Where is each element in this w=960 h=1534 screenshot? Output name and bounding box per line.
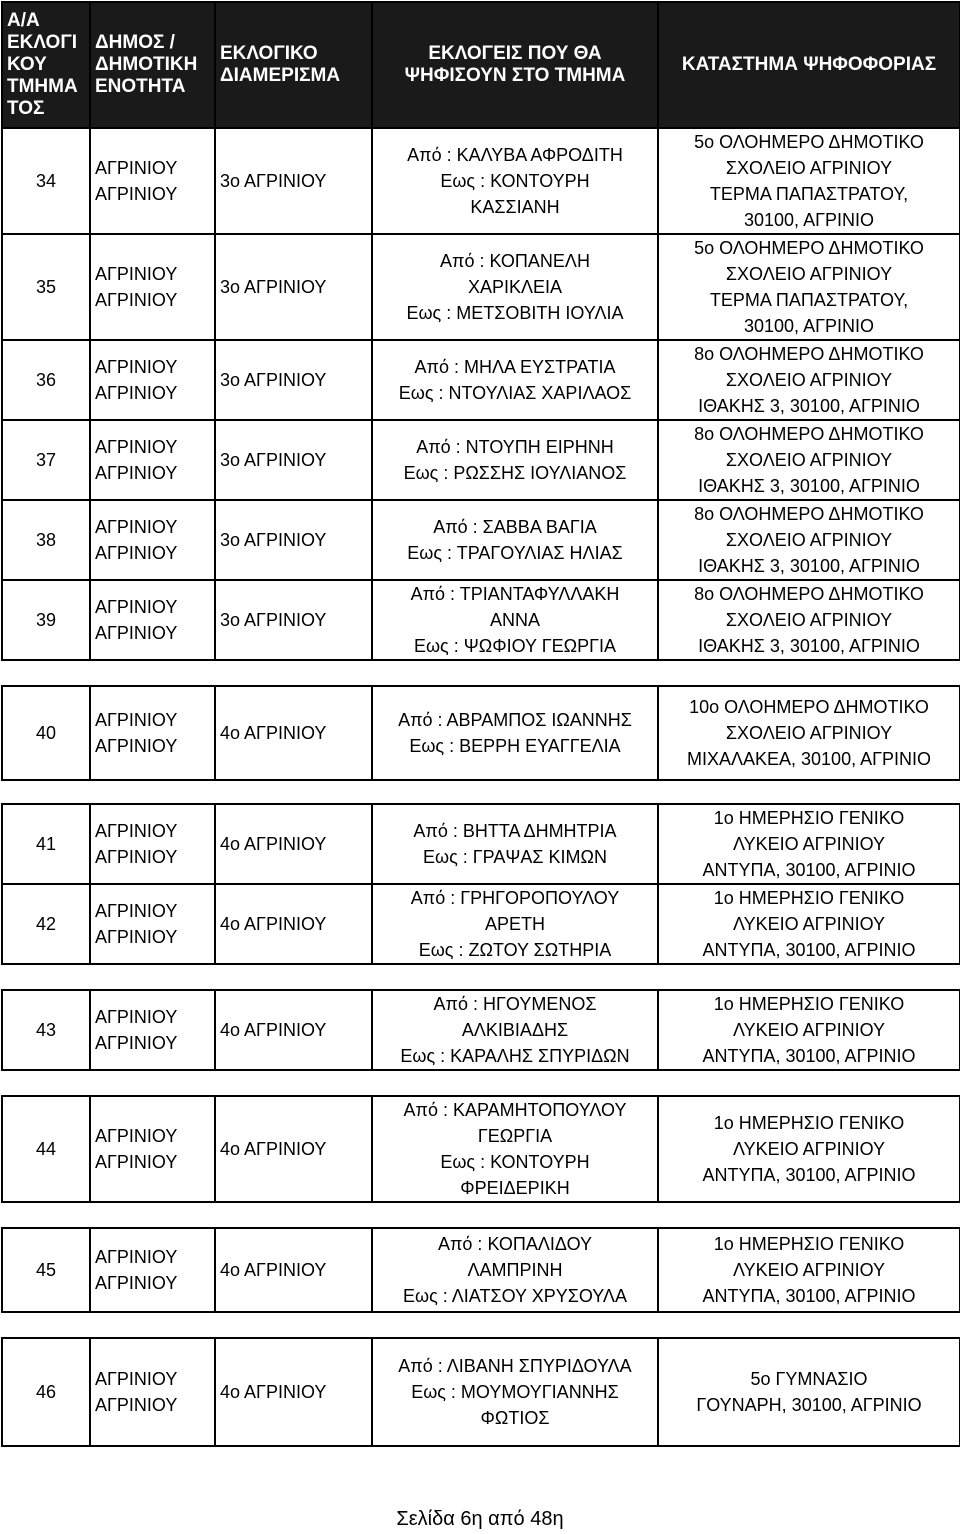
row-polling-station-text: 1ο ΗΜΕΡΗΣΙΟ ΓΕΝΙΚΟ — [713, 1234, 905, 1254]
table-row — [2, 580, 960, 660]
row-district-text: 4ο ΑΓΡΙΝΙΟΥ — [220, 1139, 327, 1159]
row-voters-text: ΑΝΝΑ — [489, 610, 540, 630]
row-municipality-text: ΑΓΡΙΝΙΟΥ — [95, 1273, 178, 1293]
row-voters-text: Εως : ΜΕΤΣΟΒΙΤΗ ΙΟΥΛΙΑ — [406, 303, 624, 323]
gap-cell — [90, 1202, 215, 1228]
row-polling-station — [658, 420, 960, 500]
row-municipality-text: ΑΓΡΙΝΙΟΥ — [95, 710, 178, 730]
row-polling-station-text: ΛΥΚΕΙΟ ΑΓΡΙΝΙΟΥ — [732, 834, 886, 854]
table-row — [2, 804, 960, 884]
row-voters — [372, 804, 658, 884]
header-text: ΕΚΛΟΓΙΚΟ — [220, 43, 318, 64]
header-text: ΚΑΤΑΣΤΗΜΑ ΨΗΦΟΦΟΡΙΑΣ — [681, 54, 937, 75]
row-number — [2, 128, 90, 234]
row-voters-text: Εως : ΨΩΦΙΟΥ ΓΕΩΡΓΙΑ — [414, 636, 616, 656]
row-polling-station — [658, 1338, 960, 1446]
row-municipality-text: ΑΓΡΙΝΙΟΥ — [95, 1247, 178, 1267]
row-polling-station-text: ΑΝΤΥΠΑ, 30100, ΑΓΡΙΝΙΟ — [702, 940, 916, 960]
row-voters-text: ΧΑΡΙΚΛΕΙΑ — [467, 277, 563, 297]
row-municipality — [90, 1228, 215, 1312]
row-voters-text: ΛΑΜΠΡΙΝΗ — [467, 1260, 563, 1280]
row-polling-station-text: ΙΘΑΚΗΣ 3, 30100, ΑΓΡΙΝΙΟ — [698, 476, 920, 496]
row-polling-station-text: 1ο ΗΜΕΡΗΣΙΟ ΓΕΝΙΚΟ — [713, 808, 905, 828]
row-polling-station — [658, 1228, 960, 1312]
row-number-text: 46 — [35, 1382, 57, 1402]
row-number — [2, 1096, 90, 1202]
row-polling-station-text: ΣΧΟΛΕΙΟ ΑΓΡΙΝΙΟΥ — [725, 450, 893, 470]
row-polling-station-text: ΛΥΚΕΙΟ ΑΓΡΙΝΙΟΥ — [732, 1139, 886, 1159]
gap-cell — [90, 964, 215, 990]
row-polling-station-text: ΙΘΑΚΗΣ 3, 30100, ΑΓΡΙΝΙΟ — [698, 636, 920, 656]
row-voters-text: Εως : ΒΕΡΡΗ ΕΥΑΓΓΕΛΙΑ — [409, 736, 621, 756]
row-number — [2, 884, 90, 964]
row-number — [2, 990, 90, 1070]
row-voters-text: Από : ΓΡΗΓΟΡΟΠΟΥΛΟΥ — [410, 888, 620, 908]
row-polling-station-text: ΙΘΑΚΗΣ 3, 30100, ΑΓΡΙΝΙΟ — [698, 556, 920, 576]
row-number-text: 43 — [35, 1020, 57, 1040]
row-gap — [2, 1312, 960, 1338]
row-municipality — [90, 990, 215, 1070]
row-number-text: 34 — [35, 171, 57, 191]
row-voters-text: Από : ΑΒΡΑΜΠΟΣ ΙΩΑΝΝΗΣ — [398, 710, 632, 730]
header-polling-station — [658, 2, 960, 128]
row-voters-text: Από : ΜΗΛΑ ΕΥΣΤΡΑΤΙΑ — [414, 357, 616, 377]
row-polling-station — [658, 686, 960, 780]
row-municipality-text: ΑΓΡΙΝΙΟΥ — [95, 597, 178, 617]
row-municipality-text: ΑΓΡΙΝΙΟΥ — [95, 1152, 178, 1172]
row-polling-station-text: ΑΝΤΥΠΑ, 30100, ΑΓΡΙΝΙΟ — [702, 1165, 916, 1185]
row-gap — [2, 1202, 960, 1228]
row-number-text: 40 — [35, 723, 57, 743]
row-number — [2, 1338, 90, 1446]
row-polling-station-text: ΓΟΥΝΑΡΗ, 30100, ΑΓΡΙΝΙΟ — [696, 1395, 922, 1415]
gap-cell — [215, 1202, 372, 1228]
row-polling-station-text: ΣΧΟΛΕΙΟ ΑΓΡΙΝΙΟΥ — [725, 530, 893, 550]
row-voters — [372, 884, 658, 964]
row-voters — [372, 1338, 658, 1446]
row-municipality — [90, 686, 215, 780]
gap-cell — [372, 1202, 658, 1228]
header-text: ΤΟΣ — [7, 98, 45, 119]
row-district-text: 3ο ΑΓΡΙΝΙΟΥ — [220, 277, 327, 297]
gap-cell — [658, 1070, 960, 1096]
row-municipality — [90, 804, 215, 884]
row-district — [215, 990, 372, 1070]
row-voters — [372, 1228, 658, 1312]
row-municipality-text: ΑΓΡΙΝΙΟΥ — [95, 517, 178, 537]
row-gap — [2, 780, 960, 804]
row-voters-text: Από : ΝΤΟΥΠΗ ΕΙΡΗΝΗ — [416, 437, 614, 457]
row-municipality-text: ΑΓΡΙΝΙΟΥ — [95, 383, 178, 403]
gap-cell — [215, 1070, 372, 1096]
header-text: ΕΚΛΟΓΕΙΣ ΠΟΥ ΘΑ — [428, 43, 602, 64]
row-voters-text: Από : ΣΑΒΒΑ ΒΑΓΙΑ — [433, 517, 597, 537]
gap-cell — [658, 780, 960, 804]
row-voters-text: Από : ΚΑΡΑΜΗΤΟΠΟΥΛΟΥ — [403, 1100, 627, 1120]
row-voters-text: Από : ΤΡΙΑΝΤΑΦΥΛΛΑΚΗ — [410, 584, 620, 604]
row-voters-text: ΑΡΕΤΗ — [484, 914, 545, 934]
gap-cell — [215, 780, 372, 804]
header-text: ΨΗΦΙΣΟΥΝ ΣΤΟ ΤΜΗΜΑ — [404, 65, 626, 86]
row-district — [215, 340, 372, 420]
gap-cell — [2, 1202, 90, 1228]
polling-table — [1, 1, 960, 1447]
row-polling-station-text: ΛΥΚΕΙΟ ΑΓΡΙΝΙΟΥ — [732, 1260, 886, 1280]
row-voters — [372, 1096, 658, 1202]
row-number-text: 41 — [35, 834, 57, 854]
row-voters-text: Από : ΗΓΟΥΜΕΝΟΣ — [433, 994, 597, 1014]
page-footer: Σελίδα 6η από 48η — [396, 1508, 564, 1530]
gap-cell — [2, 660, 90, 686]
gap-cell — [215, 660, 372, 686]
row-polling-station — [658, 804, 960, 884]
gap-cell — [372, 1070, 658, 1096]
row-municipality-text: ΑΓΡΙΝΙΟΥ — [95, 1126, 178, 1146]
row-polling-station-text: ΛΥΚΕΙΟ ΑΓΡΙΝΙΟΥ — [732, 914, 886, 934]
row-voters-text: Από : ΛΙΒΑΝΗ ΣΠΥΡΙΔΟΥΛΑ — [398, 1356, 632, 1376]
row-district — [215, 804, 372, 884]
row-polling-station-text: ΣΧΟΛΕΙΟ ΑΓΡΙΝΙΟΥ — [725, 264, 893, 284]
table-row — [2, 500, 960, 580]
row-municipality — [90, 884, 215, 964]
row-voters-text: Εως : ΚΑΡΑΛΗΣ ΣΠΥΡΙΔΩΝ — [400, 1046, 630, 1066]
header-voters — [372, 2, 658, 128]
row-polling-station-text: ΣΧΟΛΕΙΟ ΑΓΡΙΝΙΟΥ — [725, 610, 893, 630]
header-text: ΔΙΑΜΕΡΙΣΜΑ — [220, 65, 341, 86]
row-municipality-text: ΑΓΡΙΝΙΟΥ — [95, 543, 178, 563]
row-number-text: 38 — [35, 530, 57, 550]
row-polling-station-text: 8ο ΟΛΟΗΜΕΡΟ ΔΗΜΟΤΙΚΟ — [694, 584, 924, 604]
gap-cell — [658, 1202, 960, 1228]
table-row — [2, 1338, 960, 1446]
gap-cell — [372, 964, 658, 990]
table-header-row — [2, 2, 960, 128]
row-municipality-text: ΑΓΡΙΝΙΟΥ — [95, 437, 178, 457]
row-voters — [372, 580, 658, 660]
row-voters — [372, 234, 658, 340]
row-polling-station-text: ΑΝΤΥΠΑ, 30100, ΑΓΡΙΝΙΟ — [702, 1046, 916, 1066]
row-number — [2, 1228, 90, 1312]
row-polling-station — [658, 340, 960, 420]
header-text: ΔΗΜΟΤΙΚΗ — [95, 54, 198, 75]
row-voters-text: ΦΩΤΙΟΣ — [480, 1408, 550, 1428]
row-polling-station-text: 1ο ΗΜΕΡΗΣΙΟ ΓΕΝΙΚΟ — [713, 994, 905, 1014]
table-row — [2, 1228, 960, 1312]
row-voters — [372, 500, 658, 580]
row-voters-text: Εως : ΓΡΑΨΑΣ ΚΙΜΩΝ — [423, 847, 607, 867]
row-district — [215, 884, 372, 964]
header-number — [2, 2, 90, 128]
row-voters-text: Εως : ΚΟΝΤΟΥΡΗ — [440, 1152, 590, 1172]
row-polling-station-text: 30100, ΑΓΡΙΝΙΟ — [744, 316, 874, 336]
row-district — [215, 1228, 372, 1312]
table-row — [2, 884, 960, 964]
gap-cell — [2, 780, 90, 804]
row-voters-text: ΚΑΣΣΙΑΝΗ — [470, 197, 560, 217]
row-number — [2, 340, 90, 420]
row-number-text: 37 — [35, 450, 57, 470]
header-text: ΚΟΥ — [7, 54, 47, 75]
row-number-text: 36 — [35, 370, 57, 390]
row-polling-station-text: 5ο ΓΥΜΝΑΣΙΟ — [750, 1369, 868, 1389]
row-municipality-text: ΑΓΡΙΝΙΟΥ — [95, 901, 178, 921]
gap-cell — [658, 964, 960, 990]
row-voters-text: Από : ΒΗΤΤΑ ΔΗΜΗΤΡΙΑ — [413, 821, 617, 841]
row-polling-station — [658, 990, 960, 1070]
row-voters-text: Από : ΚΑΛΥΒΑ ΑΦΡΟΔΙΤΗ — [407, 145, 623, 165]
row-municipality — [90, 234, 215, 340]
row-polling-station-text: 5ο ΟΛΟΗΜΕΡΟ ΔΗΜΟΤΙΚΟ — [694, 238, 924, 258]
row-municipality-text: ΑΓΡΙΝΙΟΥ — [95, 821, 178, 841]
row-municipality-text: ΑΓΡΙΝΙΟΥ — [95, 1007, 178, 1027]
row-polling-station-text: 8ο ΟΛΟΗΜΕΡΟ ΔΗΜΟΤΙΚΟ — [694, 424, 924, 444]
table-row — [2, 1096, 960, 1202]
row-polling-station-text: ΣΧΟΛΕΙΟ ΑΓΡΙΝΙΟΥ — [725, 723, 893, 743]
gap-cell — [90, 1312, 215, 1338]
row-district-text: 3ο ΑΓΡΙΝΙΟΥ — [220, 171, 327, 191]
row-voters-text: Εως : ΝΤΟΥΛΙΑΣ ΧΑΡΙΛΑΟΣ — [398, 383, 632, 403]
table-row — [2, 340, 960, 420]
row-polling-station-text: 1ο ΗΜΕΡΗΣΙΟ ΓΕΝΙΚΟ — [713, 1113, 905, 1133]
header-municipality — [90, 2, 215, 128]
header-text: ΔΗΜΟΣ / — [95, 32, 175, 53]
row-number-text: 44 — [35, 1139, 57, 1159]
row-voters — [372, 420, 658, 500]
row-polling-station-text: ΙΘΑΚΗΣ 3, 30100, ΑΓΡΙΝΙΟ — [698, 396, 920, 416]
table-row — [2, 990, 960, 1070]
row-district — [215, 128, 372, 234]
row-polling-station — [658, 1096, 960, 1202]
row-voters — [372, 340, 658, 420]
row-voters — [372, 686, 658, 780]
row-polling-station-text: ΤΕΡΜΑ ΠΑΠΑΣΤΡΑΤΟΥ, — [709, 290, 909, 310]
row-gap — [2, 660, 960, 686]
row-number — [2, 580, 90, 660]
row-voters-text: Εως : ΤΡΑΓΟΥΛΙΑΣ ΗΛΙΑΣ — [407, 543, 623, 563]
gap-cell — [90, 780, 215, 804]
row-district-text: 3ο ΑΓΡΙΝΙΟΥ — [220, 610, 327, 630]
row-municipality-text: ΑΓΡΙΝΙΟΥ — [95, 927, 178, 947]
row-municipality — [90, 420, 215, 500]
table-row — [2, 686, 960, 780]
row-polling-station-text: 5ο ΟΛΟΗΜΕΡΟ ΔΗΜΟΤΙΚΟ — [694, 132, 924, 152]
row-number — [2, 500, 90, 580]
header-text: Α/Α — [7, 10, 40, 31]
row-polling-station-text: ΛΥΚΕΙΟ ΑΓΡΙΝΙΟΥ — [732, 1020, 886, 1040]
row-municipality-text: ΑΓΡΙΝΙΟΥ — [95, 463, 178, 483]
row-number — [2, 420, 90, 500]
gap-cell — [90, 1070, 215, 1096]
gap-cell — [2, 964, 90, 990]
row-polling-station — [658, 234, 960, 340]
row-voters-text: Εως : ΛΙΑΤΣΟΥ ΧΡΥΣΟΥΛΑ — [403, 1286, 627, 1306]
row-district — [215, 500, 372, 580]
row-voters-text: Εως : ΖΩΤΟΥ ΣΩΤΗΡΙΑ — [418, 940, 612, 960]
row-voters-text: Εως : ΚΟΝΤΟΥΡΗ — [440, 171, 590, 191]
row-voters-text: ΑΛΚΙΒΙΑΔΗΣ — [461, 1020, 569, 1040]
row-district-text: 4ο ΑΓΡΙΝΙΟΥ — [220, 1382, 327, 1402]
row-polling-station — [658, 500, 960, 580]
row-polling-station-text: ΤΕΡΜΑ ΠΑΠΑΣΤΡΑΤΟΥ, — [709, 184, 909, 204]
gap-cell — [215, 964, 372, 990]
gap-cell — [658, 660, 960, 686]
row-voters-text: ΦΡΕΙΔΕΡΙΚΗ — [460, 1178, 570, 1198]
row-gap — [2, 964, 960, 990]
row-polling-station-text: 10ο ΟΛΟΗΜΕΡΟ ΔΗΜΟΤΙΚΟ — [689, 697, 929, 717]
row-municipality-text: ΑΓΡΙΝΙΟΥ — [95, 184, 178, 204]
row-polling-station-text: 8ο ΟΛΟΗΜΕΡΟ ΔΗΜΟΤΙΚΟ — [694, 504, 924, 524]
row-voters-text: Εως : ΡΩΣΣΗΣ ΙΟΥΛΙΑΝΟΣ — [403, 463, 627, 483]
row-municipality-text: ΑΓΡΙΝΙΟΥ — [95, 623, 178, 643]
row-district — [215, 420, 372, 500]
row-district — [215, 234, 372, 340]
row-municipality — [90, 340, 215, 420]
row-municipality — [90, 128, 215, 234]
row-district-text: 4ο ΑΓΡΙΝΙΟΥ — [220, 834, 327, 854]
row-number — [2, 686, 90, 780]
row-voters — [372, 990, 658, 1070]
row-municipality — [90, 500, 215, 580]
row-municipality — [90, 1338, 215, 1446]
gap-cell — [215, 1312, 372, 1338]
table-row — [2, 420, 960, 500]
row-polling-station-text: ΣΧΟΛΕΙΟ ΑΓΡΙΝΙΟΥ — [725, 370, 893, 390]
row-number — [2, 234, 90, 340]
gap-cell — [372, 1312, 658, 1338]
header-text: ΕΚΛΟΓΙ — [7, 32, 78, 53]
row-district-text: 4ο ΑΓΡΙΝΙΟΥ — [220, 1020, 327, 1040]
gap-cell — [2, 1312, 90, 1338]
row-municipality-text: ΑΓΡΙΝΙΟΥ — [95, 290, 178, 310]
row-district-text: 4ο ΑΓΡΙΝΙΟΥ — [220, 914, 327, 934]
row-municipality-text: ΑΓΡΙΝΙΟΥ — [95, 1395, 178, 1415]
row-polling-station — [658, 128, 960, 234]
row-number-text: 35 — [35, 277, 57, 297]
header-text: ΤΜΗΜΑ — [7, 76, 78, 97]
row-municipality-text: ΑΓΡΙΝΙΟΥ — [95, 158, 178, 178]
row-polling-station-text: ΑΝΤΥΠΑ, 30100, ΑΓΡΙΝΙΟ — [702, 1286, 916, 1306]
row-district-text: 3ο ΑΓΡΙΝΙΟΥ — [220, 530, 327, 550]
row-municipality-text: ΑΓΡΙΝΙΟΥ — [95, 264, 178, 284]
row-municipality — [90, 1096, 215, 1202]
row-polling-station — [658, 884, 960, 964]
row-polling-station-text: 8ο ΟΛΟΗΜΕΡΟ ΔΗΜΟΤΙΚΟ — [694, 344, 924, 364]
row-district — [215, 686, 372, 780]
gap-cell — [90, 660, 215, 686]
gap-cell — [2, 1070, 90, 1096]
row-district — [215, 1096, 372, 1202]
row-voters-text: Από : ΚΟΠΑΝΕΛΗ — [440, 251, 590, 271]
row-district-text: 4ο ΑΓΡΙΝΙΟΥ — [220, 723, 327, 743]
row-polling-station-text: 1ο ΗΜΕΡΗΣΙΟ ΓΕΝΙΚΟ — [713, 888, 905, 908]
table-row — [2, 128, 960, 234]
row-district-text: 4ο ΑΓΡΙΝΙΟΥ — [220, 1260, 327, 1280]
header-text: ΕΝΟΤΗΤΑ — [95, 76, 186, 97]
row-municipality-text: ΑΓΡΙΝΙΟΥ — [95, 1033, 178, 1053]
row-voters-text: ΓΕΩΡΓΙΑ — [477, 1126, 553, 1146]
row-polling-station-text: ΣΧΟΛΕΙΟ ΑΓΡΙΝΙΟΥ — [725, 158, 893, 178]
row-polling-station-text: 30100, ΑΓΡΙΝΙΟ — [744, 210, 874, 230]
row-polling-station-text: ΜΙΧΑΛΑΚΕΑ, 30100, ΑΓΡΙΝΙΟ — [686, 749, 932, 769]
table-row — [2, 234, 960, 340]
gap-cell — [658, 1312, 960, 1338]
row-number — [2, 804, 90, 884]
row-voters — [372, 128, 658, 234]
row-district-text: 3ο ΑΓΡΙΝΙΟΥ — [220, 450, 327, 470]
row-number-text: 45 — [35, 1260, 57, 1280]
row-municipality-text: ΑΓΡΙΝΙΟΥ — [95, 736, 178, 756]
row-district-text: 3ο ΑΓΡΙΝΙΟΥ — [220, 370, 327, 390]
row-voters-text: Από : ΚΟΠΑΛΙΔΟΥ — [438, 1234, 592, 1254]
row-municipality-text: ΑΓΡΙΝΙΟΥ — [95, 1369, 178, 1389]
row-number-text: 39 — [35, 610, 57, 630]
row-municipality-text: ΑΓΡΙΝΙΟΥ — [95, 357, 178, 377]
row-polling-station-text: ΑΝΤΥΠΑ, 30100, ΑΓΡΙΝΙΟ — [702, 860, 916, 880]
row-municipality — [90, 580, 215, 660]
table-body — [2, 128, 960, 1446]
gap-cell — [372, 660, 658, 686]
gap-cell — [372, 780, 658, 804]
row-municipality-text: ΑΓΡΙΝΙΟΥ — [95, 847, 178, 867]
header-district — [215, 2, 372, 128]
row-district — [215, 1338, 372, 1446]
row-voters-text: Εως : ΜΟΥΜΟΥΓΙΑΝΝΗΣ — [411, 1382, 619, 1402]
row-polling-station — [658, 580, 960, 660]
row-district — [215, 580, 372, 660]
row-gap — [2, 1070, 960, 1096]
row-number-text: 42 — [35, 914, 57, 934]
